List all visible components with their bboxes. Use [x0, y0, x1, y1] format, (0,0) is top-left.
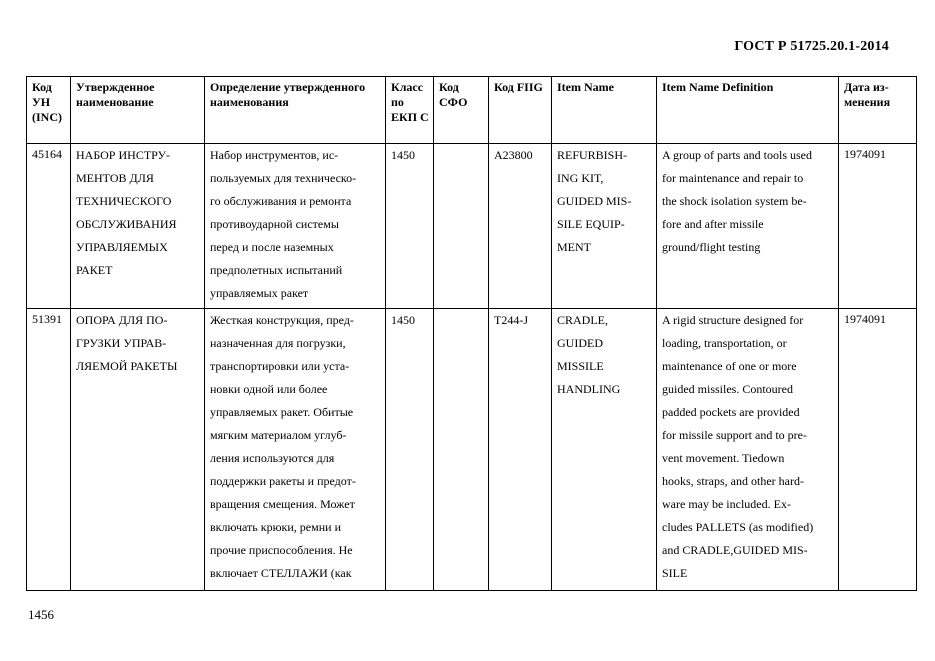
text-line: УПРАВЛЯЕМЫХ	[76, 240, 168, 254]
text-line: for missile support and to pre-	[662, 428, 807, 442]
text-line: мягким материалом углуб-	[210, 428, 347, 442]
text-line: A23800	[494, 148, 533, 162]
text-line: ЛЯЕМОЙ РАКЕТЫ	[76, 359, 178, 373]
approved-name-cell	[71, 144, 205, 309]
text-line: T244-J	[494, 313, 528, 327]
document-standard-title: ГОСТ Р 51725.20.1-2014	[734, 39, 889, 54]
text-line: the shock isolation system be-	[662, 194, 807, 208]
text-line: го обслуживания и ремонта	[210, 194, 352, 208]
definition-cell	[205, 144, 386, 309]
approved-name-cell	[71, 309, 205, 591]
text-line: РАКЕТ	[76, 263, 113, 277]
sfo-cell	[434, 144, 489, 309]
column-header-item-definition: Item Name Definition	[657, 77, 839, 144]
text-line: ING KIT,	[557, 171, 604, 185]
text-line: ОБСЛУЖИВАНИЯ	[76, 217, 177, 231]
item-definition-cell	[657, 309, 839, 591]
sfo-cell	[434, 309, 489, 591]
text-line: for maintenance and repair to	[662, 171, 804, 185]
text-line: прочие приспособления. Не	[210, 543, 353, 557]
text-line: SILE	[662, 566, 688, 580]
text-line: HANDLING	[557, 382, 621, 396]
fiig-cell	[489, 309, 552, 591]
column-header-approved-name: Утвержденное наименование	[71, 77, 205, 144]
text-line: НАБОР ИНСТРУ-	[76, 148, 171, 162]
text-line: maintenance of one or more	[662, 359, 797, 373]
text-line: назначенная для погрузки,	[210, 336, 346, 350]
text-line: включает СТЕЛЛАЖИ (как	[210, 566, 352, 580]
item-name-cell	[552, 309, 657, 591]
text-line: ground/flight testing	[662, 240, 761, 254]
text-line: ления используются для	[210, 451, 335, 465]
text-line: пользуемых для техническо-	[210, 171, 357, 185]
text-line: Жесткая конструкция, пред-	[210, 313, 354, 327]
column-header-sfo: Код СФО	[434, 77, 489, 144]
column-header-item-name: Item Name	[552, 77, 657, 144]
column-header-change-date: Дата из-менения	[839, 77, 917, 144]
text-line: cludes PALLETS (as modified)	[662, 520, 814, 534]
page-number: 1456	[28, 607, 54, 622]
text-line: транспортировки или уста-	[210, 359, 350, 373]
definition-cell	[205, 309, 386, 591]
table-row	[27, 144, 917, 309]
class-cell	[386, 309, 434, 591]
text-line: ware may be included. Ex-	[662, 497, 791, 511]
text-line: MISSILE	[557, 359, 604, 373]
text-line: управляемых ракет. Обитые	[210, 405, 354, 419]
catalog-table	[26, 76, 917, 591]
text-line: ГРУЗКИ УПРАВ-	[76, 336, 167, 350]
text-line: GUIDED	[557, 336, 603, 350]
text-line: МЕНТОВ ДЛЯ	[76, 171, 154, 185]
text-line: управляемых ракет	[210, 286, 309, 300]
text-line: and CRADLE,GUIDED MIS-	[662, 543, 808, 557]
fiig-cell	[489, 144, 552, 309]
text-line: перед и после наземных	[210, 240, 334, 254]
text-line: GUIDED MIS-	[557, 194, 632, 208]
text-line: loading, transportation, or	[662, 336, 787, 350]
text-line: ОПОРА ДЛЯ ПО-	[76, 313, 168, 327]
text-line: A rigid structure designed for	[662, 313, 804, 327]
change-date-cell: 1974091	[839, 309, 917, 591]
text-line: padded pockets are provided	[662, 405, 800, 419]
text-line: SILE EQUIP-	[557, 217, 625, 231]
inc-cell: 45164	[27, 144, 71, 309]
text-line: hooks, straps, and other hard-	[662, 474, 804, 488]
text-line: A group of parts and tools used	[662, 148, 812, 162]
table-row	[27, 309, 917, 591]
inc-cell: 51391	[27, 309, 71, 591]
text-line: fore and after missile	[662, 217, 764, 231]
text-line: CRADLE,	[557, 313, 608, 327]
item-name-cell	[552, 144, 657, 309]
text-line: MENT	[557, 240, 591, 254]
text-line: предполетных испытаний	[210, 263, 343, 277]
item-definition-cell	[657, 144, 839, 309]
class-cell	[386, 144, 434, 309]
change-date-cell: 1974091	[839, 144, 917, 309]
text-line: 1450	[391, 313, 415, 327]
text-line: новки одной или более	[210, 382, 328, 396]
text-line: REFURBISH-	[557, 148, 628, 162]
text-line: vent movement. Tiedown	[662, 451, 785, 465]
column-header-fiig: Код FIIG	[489, 77, 552, 144]
text-line: противоударной системы	[210, 217, 339, 231]
table-header-row	[27, 77, 917, 144]
text-line: ТЕХНИЧЕСКОГО	[76, 194, 172, 208]
text-line: вращения смещения. Может	[210, 497, 355, 511]
column-header-definition: Определение утвержденного наименования	[205, 77, 386, 144]
column-header-class: Класс по ЕКП С	[386, 77, 434, 144]
text-line: Набор инструментов, ис-	[210, 148, 339, 162]
text-line: включать крюки, ремни и	[210, 520, 341, 534]
text-line: 1450	[391, 148, 415, 162]
column-header-inc: Код УН (INC)	[27, 77, 71, 144]
text-line: поддержки ракеты и предот-	[210, 474, 356, 488]
text-line: guided missiles. Contoured	[662, 382, 793, 396]
